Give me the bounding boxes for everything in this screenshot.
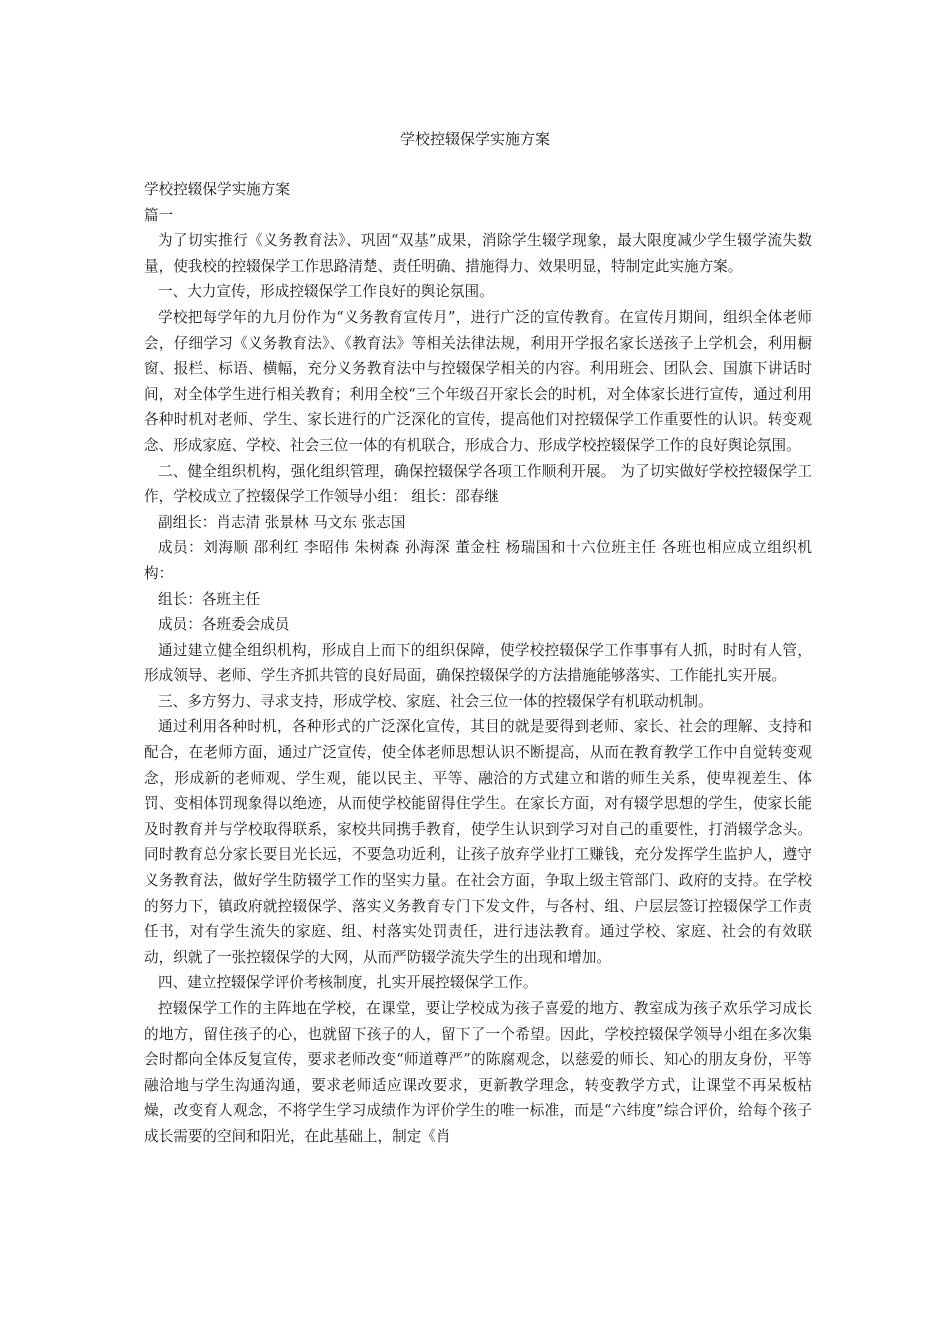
document-body [144, 177, 812, 1150]
paragraph-body: 学校把每学年的九月份作为“义务教育宣传月”，进行广泛的宣传教育。在宣传月期间，组织全体老师会，仔细学习《义务教育法》、《教育法》等相关法律法规，利用开学报名家长送孩子上学机会，利用橱窗、报栏、标语、横幅，充分义务教育法中与控辍保学相关的内容。利用班会、团队会、国旗下讲话时间，对全体学生进行相关教育；利用全校“三个年级召开家长会的时机，对全体家长进行宣传，通过利用各种时机对老师、学生、家长进行的广泛深化的宣传，提高他们对控辍保学工作重要性的认识。转变观念、形成家庭、学校、社会三位一体的有机联合，形成合力、形成学校控辍保学工作的良好舆论氛围。 [144, 308, 812, 454]
paragraph-heading-4: 四、建立控辍保学评价考核制度，扎实开展控辍保学工作。 [158, 974, 538, 992]
paragraph-body: 通过建立健全组织机构，形成自上而下的组织保障，使学校控辍保学工作事事有人抓，时时有人管，形成领导、老师、学生齐抓共管的良好局面，确保控辍保学的方法措施能够落实、工作能扎实开展。 [144, 641, 812, 685]
paragraph-body: 控辍保学工作的主阵地在学校，在课堂，要让学校成为孩子喜爱的地方、教室成为孩子欢乐学习成长的地方，留住孩子的心，也就留下孩子的人，留下了一个希望。因此，学校控辍保学领导小组在多次集会时都向全体反复宣传，要求老师改变“师道尊严”的陈腐观念，以慈爱的师长、知心的朋友身份，平等融洽地与学生沟通沟通，要求老师适应课改要求，更新教学理念，转变教学方式，让课堂不再呆板枯燥，改变育人观念，不将学生学习成绩作为评价学生的唯一标准，而是“六纬度”综合评价，给每个孩子成长需要的空间和阳光，在此基础上，制定《肖 [144, 1000, 812, 1145]
paragraph-intro: 为了切实推行《义务教育法》、巩固“双基”成果，消除学生辍学现象，最大限度减少学生辍学流失数量，使我校的控辍保学工作思路清楚、责任明确、措施得力、效果明显，特制定此实施方案。 [144, 232, 812, 275]
paragraph-members: 成员：刘海顺 邵利红 李昭伟 朱树森 孙海深 董金柱 杨瑞国和十六位班主任 各班也相应成立组织机构： [144, 539, 812, 582]
paragraph-deputy-leaders: 副组长：肖志清 张景林 马文东 张志国 [158, 513, 406, 531]
paragraph-body: 通过利用各种时机，各种形式的广泛深化宣传，其目的就是要得到老师、家长、社会的理解、支持和配合，在老师方面，通过广泛宣传，使全体老师思想认识不断提高，从而在教育教学工作中自觉转变观念，形成新的老师观、学生观，能以民主、平等、融洽的方式建立和谐的师生关系，使卑视差生、体罚、变相体罚现象得以绝迹，从而使学校能留得住学生。在家长方面，对有辍学思想的学生，使家长能及时教育并与学校取得联系，家校共同携手教育，使学生认识到学习对自己的重要性，打消辍学念头。同时教育总分家长要目光长远，不要急功近利，让孩子放弃学业打工赚钱，充分发挥学生监护人，遵守义务教育法，做好学生防辍学工作的坚实力量。在社会方面，争取上级主管部门、政府的支持。在学校的努力下，镇政府就控辍保学、落实义务教育专门下发文件，与各村、组、户层层签订控辍保学工作责任书，对有学生流失的家庭、组、村落实处罚责任，进行违法教育。通过学校、家庭、社会的有效联动，织就了一张控辍保学的大网，从而严防辍学流失学生的出现和增加。 [144, 718, 812, 966]
paragraph-class-members: 成员：各班委会成员 [158, 616, 290, 634]
paragraph-heading-1: 一、大力宣传，形成控辍保学工作良好的舆论氛围。 [158, 283, 494, 301]
paragraph-class-leader: 组长：各班主任 [158, 590, 261, 608]
document-title: 学校控辍保学实施方案 [399, 130, 550, 148]
paragraph-heading-2: 二、健全组织机构，强化组织管理，确保控辍保学各项工作顺利开展。 为了切实做好学校控辍保学工作，学校成立了控辍保学工作领导小组： 组长：邵春继 [144, 462, 812, 506]
paragraph-section-label: 篇一 [144, 206, 174, 224]
paragraph-heading-3: 三、多方努力、寻求支持，形成学校、家庭、社会三位一体的控辍保学有机联动机制。 [158, 692, 713, 710]
paragraph-subtitle: 学校控辍保学实施方案 [144, 181, 290, 198]
